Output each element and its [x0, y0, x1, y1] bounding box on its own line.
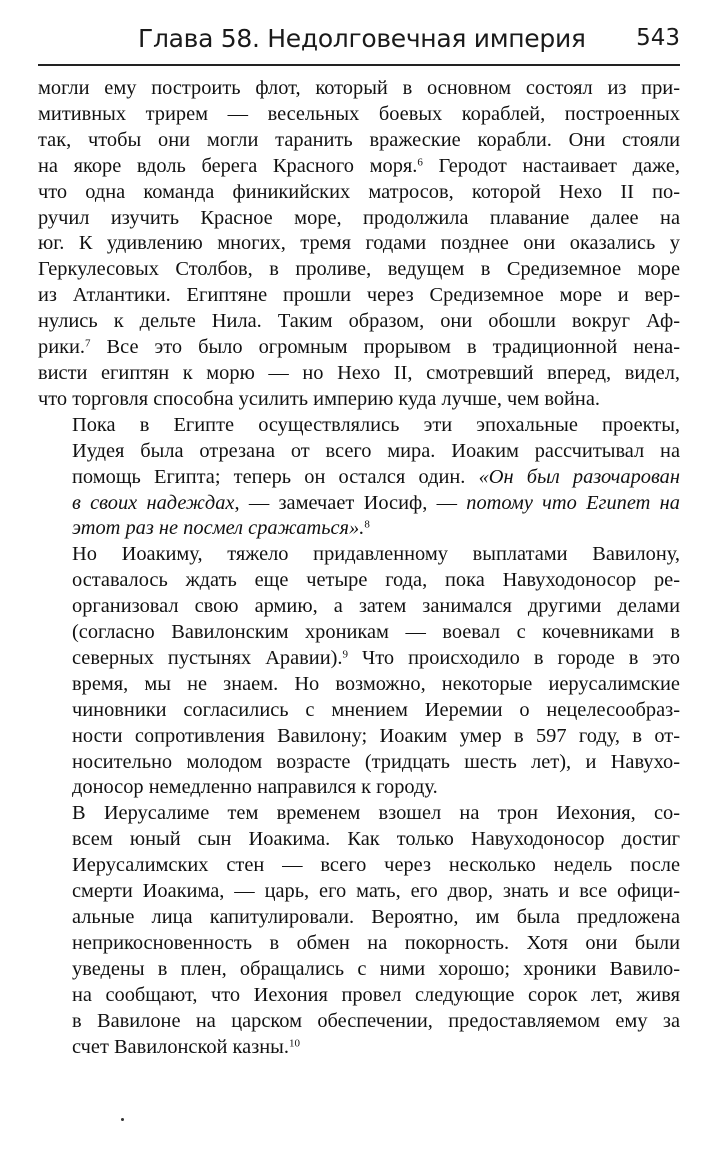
footnote-ref: 7: [85, 337, 91, 350]
footnote-ref: 10: [288, 1036, 300, 1049]
text-line: что торговля способна усилить империю куда лучше, чем война.: [38, 387, 600, 410]
text-line: В Иерусалиме тем временем взошел на трон Иехония, со-: [72, 802, 680, 825]
text-line: Иерусалимских стен — всего через несколько недель после: [72, 854, 680, 877]
text-line: ности сопротивления Вавилону; Иоаким умер в 597 году, в от-: [72, 724, 680, 747]
text-line: юг. К удивлению многих, тремя годами позднее они оказались у: [38, 232, 680, 255]
text-line: этот раз не посмел сражаться».$^8$: [72, 517, 370, 540]
page-body: [38, 76, 680, 1060]
text-line: так, чтобы они могли таранить вражеские корабли. Они стояли: [38, 128, 680, 151]
text-line: время, мы не знаем. Но возможно, некоторые иерусалимские: [72, 672, 680, 695]
paragraph-3: [38, 542, 680, 801]
text-line: северных пустынях Аравии).$^9$ Что происходило в городе в это: [72, 646, 680, 669]
page-number: 543: [636, 25, 680, 51]
text-line: Но Иоакиму, тяжело придавленному выплатами Вавилону,: [72, 543, 680, 566]
text-line: митивных трирем — весельных боевых кораблей, построенных: [38, 102, 680, 125]
text-line: рики.$^7$ Все это было огромным прорывом в традиционной нена-: [38, 336, 680, 359]
text-line: на якоре вдоль берега Красного моря.$^6$ Геродот настаивает даже,: [38, 154, 680, 177]
chapter-title: Глава 58. Недолговечная империя: [138, 24, 586, 53]
text-line: из Атлантики. Египтяне прошли через Средиземное море и вер-: [38, 284, 680, 307]
footnote-ref: 8: [364, 518, 370, 531]
text-line: в Вавилоне на царском обеспечении, предоставляемом ему за: [72, 1009, 680, 1032]
text-line: Иудея была отрезана от всего мира. Иоаким рассчитывал на: [72, 439, 680, 462]
text-line: ручил изучить Красное море, продолжила плавание далее на: [38, 206, 680, 229]
text-line: доносор немедленно направился к городу.: [72, 776, 438, 799]
text-line: Геркулесовых Столбов, в проливе, ведущем в Средиземное море: [38, 258, 680, 281]
text-line: счет Вавилонской казны.$^{10}$: [72, 1035, 300, 1058]
text-line: что одна команда финикийских матросов, которой Нехо II по-: [38, 180, 680, 203]
text-line: неприкосновенность в обмен на покорность. Хотя они были: [72, 931, 680, 954]
text-line: в своих надеждах, — замечает Иосиф, — потому что Египет на: [72, 491, 680, 514]
text-line: чиновники согласились с мнением Иеремии о нецелесообраз-: [72, 698, 680, 721]
text-line: смерти Иоакима, — царь, его мать, его двор, знать и все офици-: [72, 880, 680, 903]
text-line: альные лица капитулировали. Вероятно, им была предложена: [72, 906, 680, 928]
text-line: носительно молодом возрасте (тридцать шесть лет), и Навухо-: [72, 750, 680, 773]
text-line: (согласно Вавилонским хроникам — воевал с кочевниками в: [72, 621, 680, 644]
text-line: всем юный сын Иоакима. Как только Навуходоносор достиг: [72, 828, 680, 851]
footnote-ref: 6: [417, 156, 423, 169]
header-rule: [38, 64, 680, 66]
text-line: помощь Египта; теперь он остался один. «Он был разочарован: [72, 465, 680, 488]
paragraph-2: [38, 413, 680, 543]
text-line: висти египтян к морю — но Нехо II, смотревший вперед, видел,: [38, 361, 680, 384]
text-line: нулись к дельте Нила. Таким образом, они обошли вокруг Аф-: [38, 310, 680, 333]
paragraph-4: [38, 801, 680, 1060]
text-line: на сообщают, что Иехония провел следующие сорок лет, живя: [72, 983, 680, 1006]
text-line: уведены в плен, обращались с ними хорошо; хроники Вавило-: [72, 957, 680, 980]
text-line: организовал свою армию, а затем занимался другими делами: [72, 595, 680, 618]
text-line: оставалось ждать еще четыре года, пока Навуходоносор ре-: [72, 569, 680, 592]
running-header: [38, 24, 680, 64]
text-line: Пока в Египте осуществлялись эти эпохальные проекты,: [72, 413, 680, 436]
footnote-ref: 9: [342, 648, 349, 661]
paragraph-1: [38, 76, 680, 413]
text-line: могли ему построить флот, который в основном состоял из при-: [38, 77, 680, 99]
stray-mark: [121, 1118, 124, 1121]
